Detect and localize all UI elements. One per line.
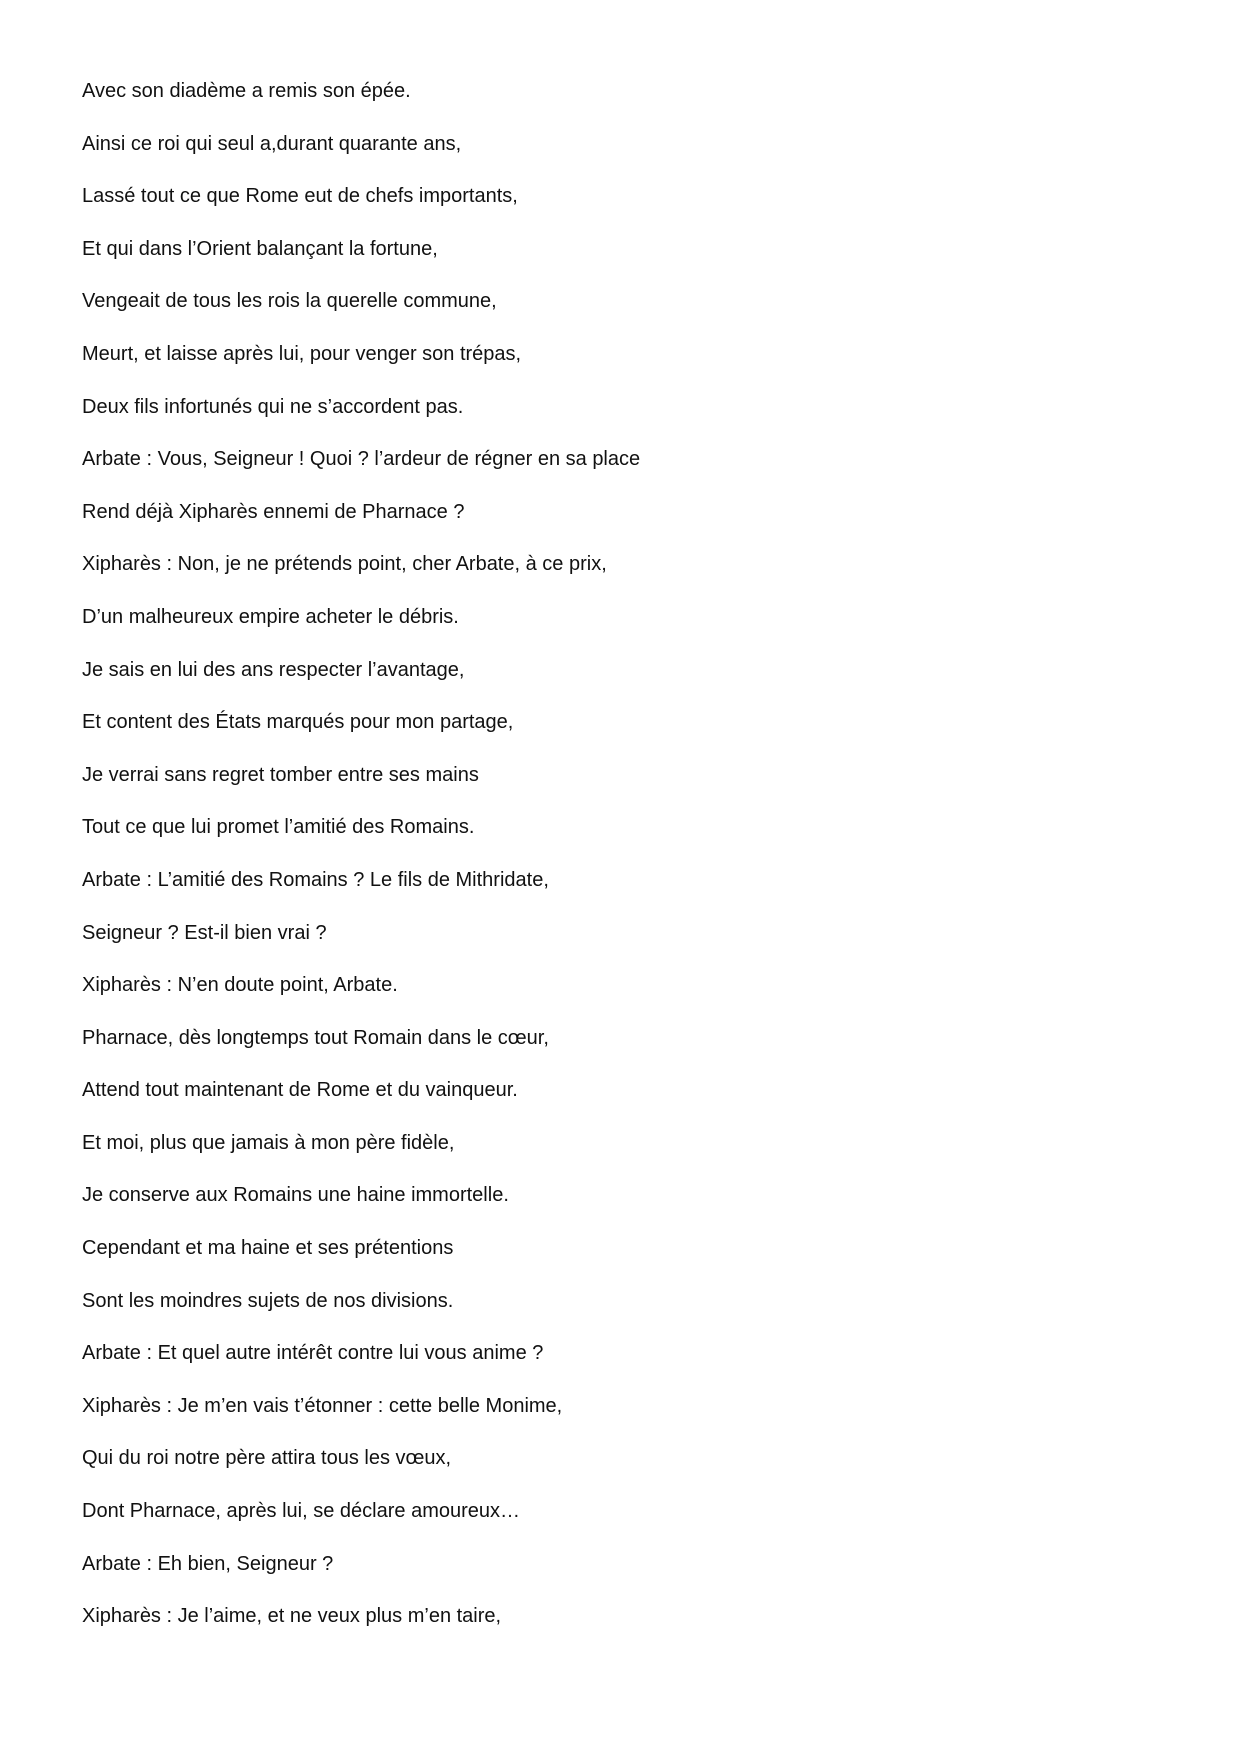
verse-line: Arbate : Eh bien, Seigneur ? <box>82 1552 334 1575</box>
verse-line: Et qui dans l’Orient balançant la fortune, <box>82 237 438 260</box>
verse-line: Qui du roi notre père attira tous les vœux, <box>82 1447 452 1470</box>
verse-line: Avec son diadème a remis son épée. <box>82 80 411 102</box>
verse-line: Et content des États marqués pour mon partage, <box>82 711 514 734</box>
verse-list <box>82 78 640 1656</box>
verse-line: Dont Pharnace, après lui, se déclare amoureux… <box>82 1500 521 1523</box>
verse-line: D’un malheureux empire acheter le débris. <box>82 605 459 628</box>
verse-line: Deux fils infortunés qui ne s’accordent pas. <box>82 395 464 418</box>
verse-line: Je verrai sans regret tomber entre ses mains <box>82 763 479 786</box>
verse-line: Xipharès : N’en doute point, Arbate. <box>82 974 398 997</box>
verse-line: Xipharès : Je l’aime, et ne veux plus m’en taire, <box>82 1605 502 1628</box>
verse-line: Meurt, et laisse après lui, pour venger son trépas, <box>82 342 522 365</box>
verse-line: Et moi, plus que jamais à mon père fidèle, <box>82 1131 455 1154</box>
verse-line: Xipharès : Non, je ne prétends point, cher Arbate, à ce prix, <box>82 553 607 576</box>
verse-line: Xipharès : Je m’en vais t’étonner : cette belle Monime, <box>82 1394 563 1417</box>
verse-line: Arbate : Et quel autre intérêt contre lui vous anime ? <box>82 1342 544 1365</box>
verse-line: Tout ce que lui promet l’amitié des Romains. <box>82 816 475 839</box>
verse-line: Sont les moindres sujets de nos divisions. <box>82 1289 454 1312</box>
verse-line: Rend déjà Xipharès ennemi de Pharnace ? <box>82 500 465 523</box>
verse-line: Pharnace, dès longtemps tout Romain dans le cœur, <box>82 1026 549 1049</box>
verse-line: Lassé tout ce que Rome eut de chefs importants, <box>82 185 518 208</box>
verse-line: Je conserve aux Romains une haine immortelle. <box>82 1184 509 1207</box>
verse-line: Attend tout maintenant de Rome et du vainqueur. <box>82 1079 518 1102</box>
verse-line: Vengeait de tous les rois la querelle commune, <box>82 290 497 313</box>
verse-line: Seigneur ? Est-il bien vrai ? <box>82 921 327 944</box>
verse-line: Arbate : L’amitié des Romains ? Le fils de Mithridate, <box>82 868 549 891</box>
verse-line: Je sais en lui des ans respecter l’avantage, <box>82 658 465 681</box>
verse-line: Arbate : Vous, Seigneur ! Quoi ? l’ardeur de régner en sa place <box>82 448 641 471</box>
verse-line: Ainsi ce roi qui seul a,durant quarante ans, <box>82 132 462 155</box>
verse-line: Cependant et ma haine et ses prétentions <box>82 1237 454 1260</box>
